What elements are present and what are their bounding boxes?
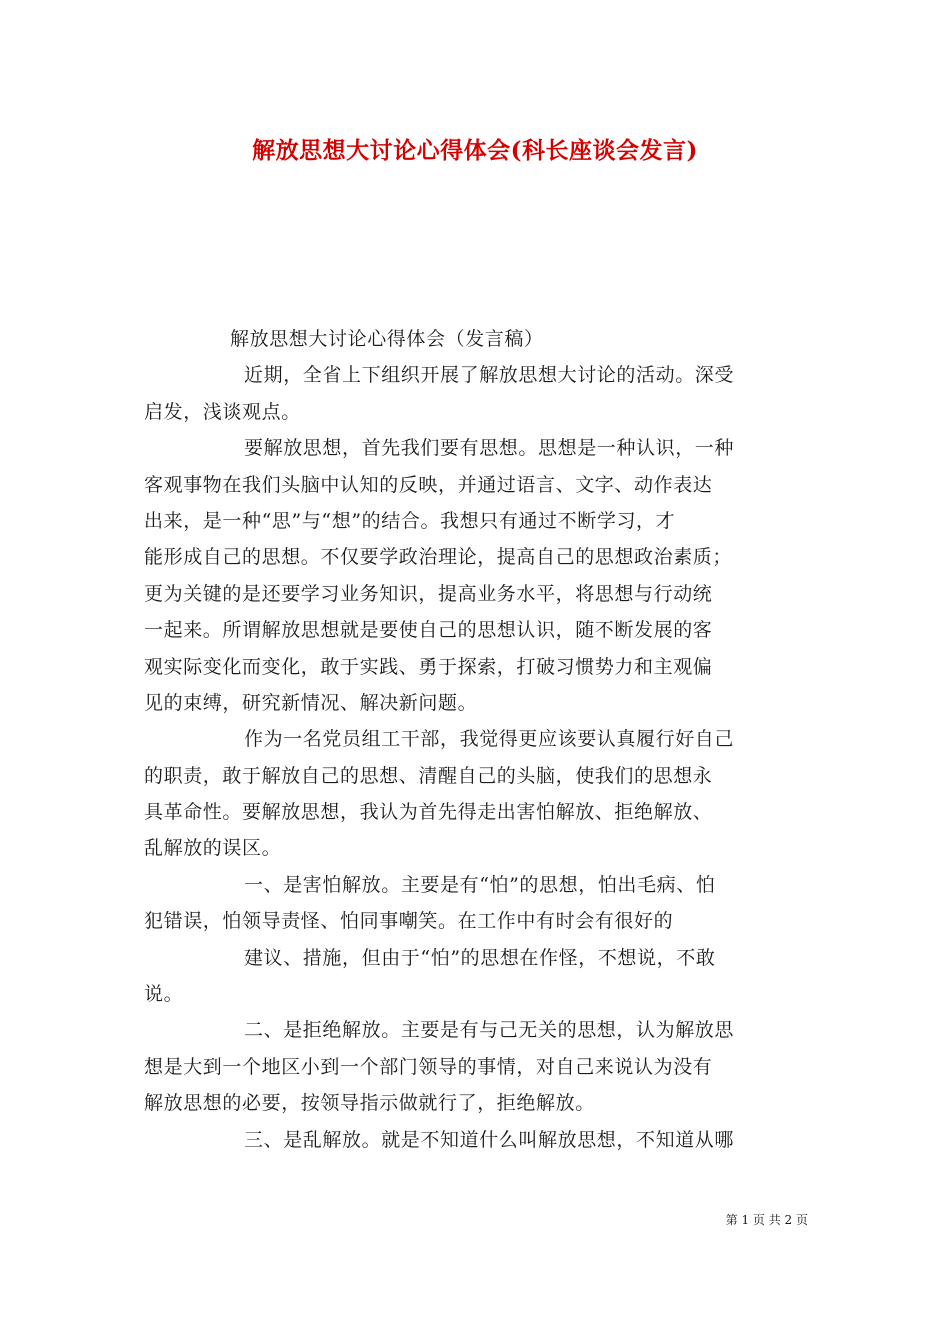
subtitle: 解放思想大讨论心得体会（发言稿） bbox=[230, 328, 544, 350]
paragraph-line: 一、是害怕解放。主要是有“怕”的思想，怕出毛病、怕 bbox=[244, 873, 716, 896]
paragraph-line: 建议、措施，但由于“怕”的思想在作怪，不想说，不敢 bbox=[244, 946, 716, 969]
paragraph-line: 观实际变化而变化，敢于实践、勇于探索，打破习惯势力和主观偏 bbox=[144, 655, 713, 678]
paragraph-line: 近期，全省上下组织开展了解放思想大讨论的活动。深受 bbox=[244, 364, 735, 387]
paragraph-line: 想是大到一个地区小到一个部门领导的事情，对自己来说认为没有 bbox=[144, 1055, 713, 1078]
paragraph-line: 启发，浅谈观点。 bbox=[144, 400, 301, 423]
page-title: 解放思想大讨论心得体会(科长座谈会发言) bbox=[252, 137, 698, 164]
paragraph-line: 说。 bbox=[144, 983, 184, 1006]
paragraph-line: 具革命性。要解放思想，我认为首先得走出害怕解放、拒绝解放、 bbox=[144, 801, 713, 824]
paragraph-line: 二、是拒绝解放。主要是有与己无关的思想，认为解放思 bbox=[244, 1019, 735, 1042]
document-body bbox=[144, 321, 808, 1158]
paragraph-line: 作为一名党员组工干部，我觉得更应该要认真履行好自己 bbox=[244, 728, 735, 751]
paragraph-line: 出来，是一种“思”与“想”的结合。我想只有通过不断学习，才 bbox=[144, 509, 676, 532]
paragraph-line: 见的束缚，研究新情况、解决新问题。 bbox=[144, 691, 478, 714]
paragraph-line: 要解放思想，首先我们要有思想。思想是一种认识，一种 bbox=[244, 437, 735, 460]
paragraph-line: 更为关键的是还要学习业务知识，提高业务水平，将思想与行动统 bbox=[144, 582, 713, 605]
paragraph-line: 解放思想的必要，按领导指示做就行了，拒绝解放。 bbox=[144, 1092, 595, 1115]
paragraph-line: 犯错误，怕领导责怪、怕同事嘲笑。在工作中有时会有很好的 bbox=[144, 910, 674, 933]
paragraph-line: 能形成自己的思想。不仅要学政治理论，提高自己的思想政治素质； bbox=[144, 546, 733, 569]
paragraph-line: 客观事物在我们头脑中认知的反映，并通过语言、文字、动作表达 bbox=[144, 473, 713, 496]
paragraph-line: 的职责，敢于解放自己的思想、清醒自己的头脑，使我们的思想永 bbox=[144, 764, 713, 787]
page-number: 第 1 页 共 2 页 bbox=[725, 1213, 808, 1227]
paragraph-line: 三、是乱解放。就是不知道什么叫解放思想，不知道从哪 bbox=[244, 1128, 735, 1151]
paragraph-line: 一起来。所谓解放思想就是要使自己的思想认识，随不断发展的客 bbox=[144, 619, 713, 642]
paragraph-line: 乱解放的误区。 bbox=[144, 837, 282, 860]
